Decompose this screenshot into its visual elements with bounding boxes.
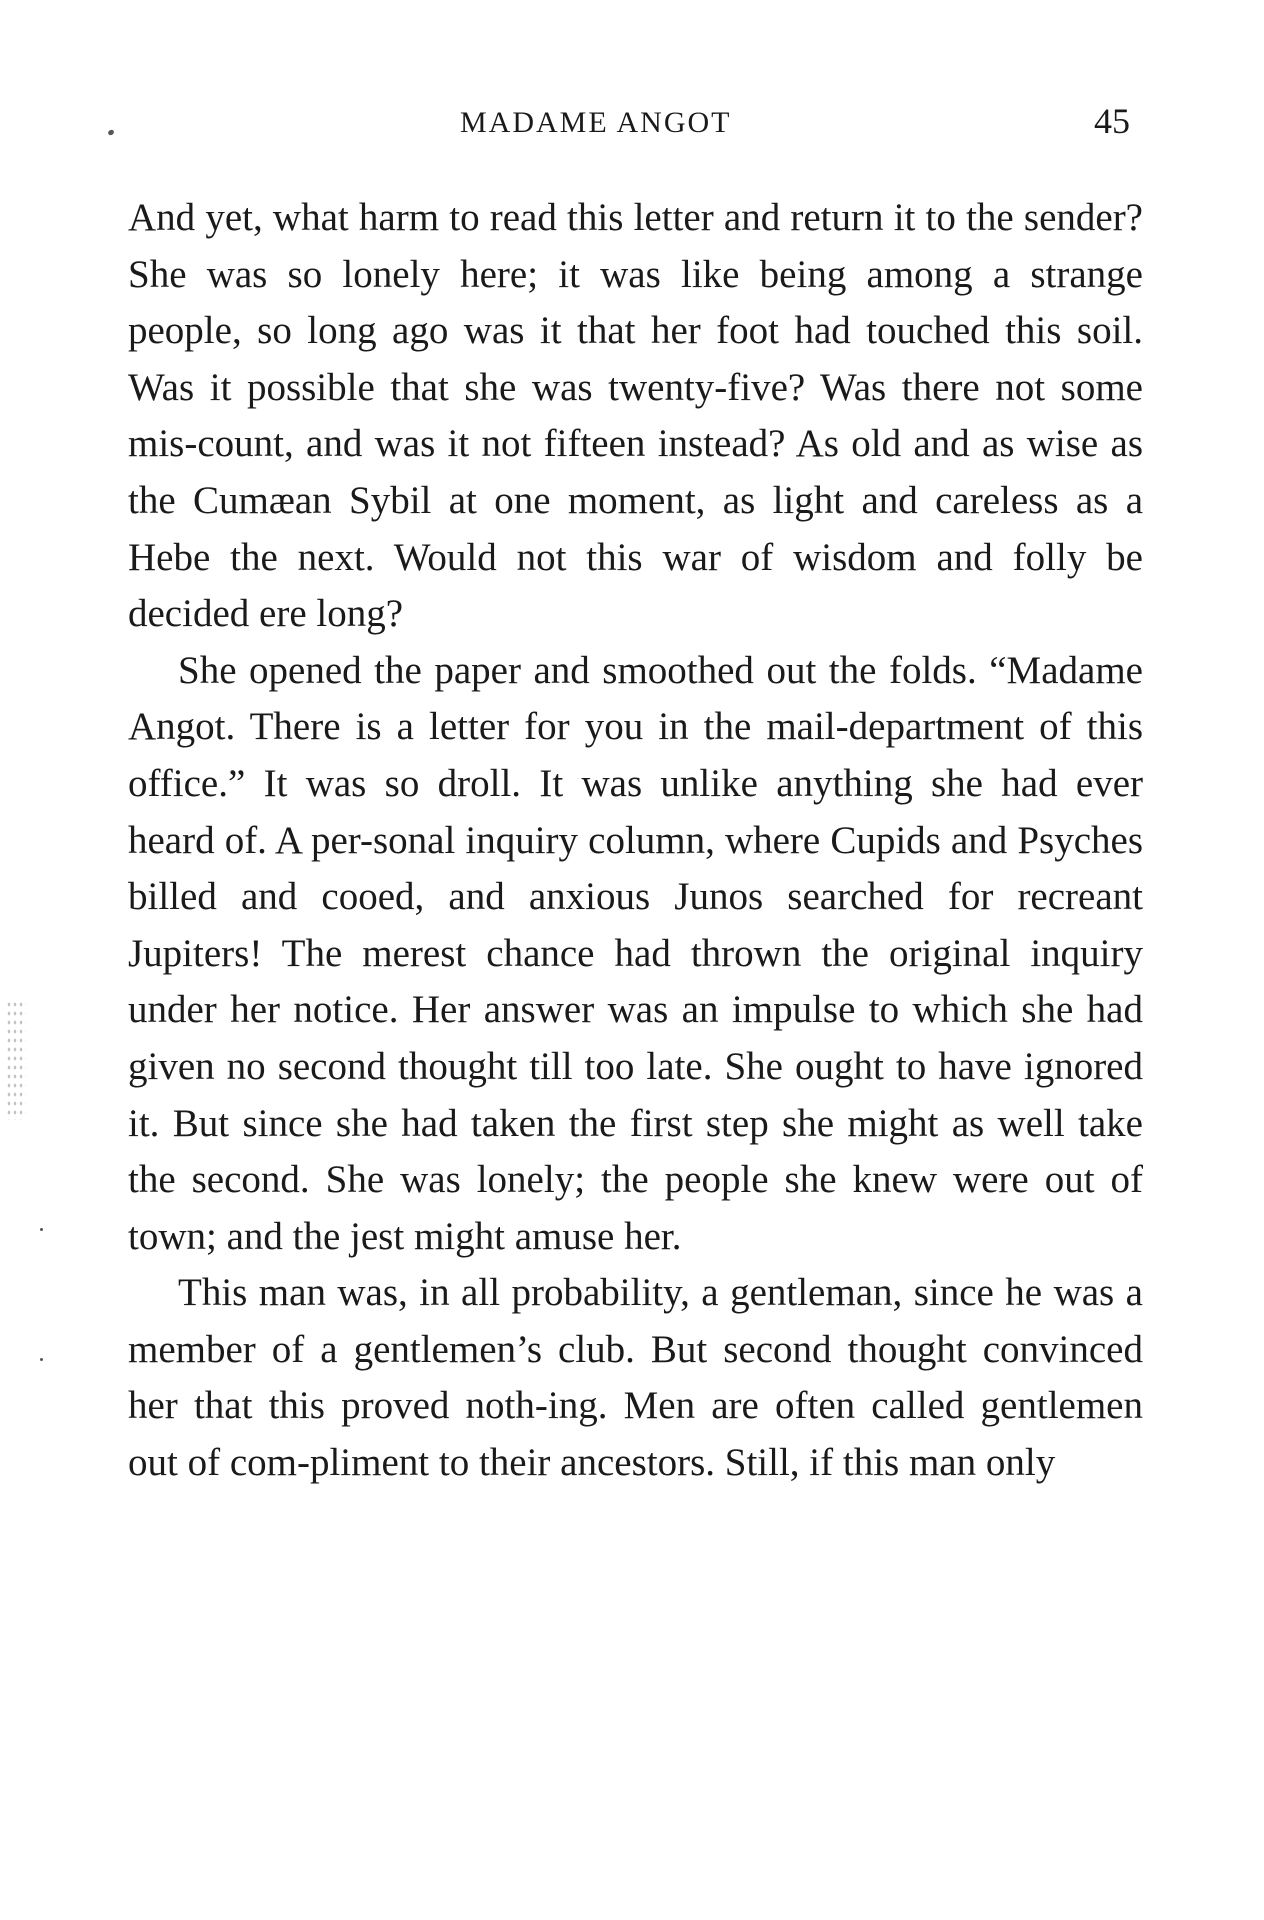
ink-dot [40,1228,43,1231]
running-head [130,100,1130,150]
paragraph-3: This man was, in all probability, a gentleman, since he was a member of a gentlemen’s club. But second thought convinced her that this proved noth-ing. Men are often called gentlemen out of com-pliment to their ancestors. Still, if this man only [128,1271,1143,1485]
paragraph-1: And yet, what harm to read this letter and return it to the sender? She was so lonely here; it was like being among a strange people, so long ago was it that her foot had touched this soil. Was it possible that she was twenty-five? Was there not some mis-count, and was it not fifteen instead? As old and as wise as the Cumæan Sybil at one moment, as light and careless as a Hebe the next. Would not this war of wisdom and folly be decided ere long? [128,196,1143,636]
ink-dot [40,1358,43,1361]
ink-mark [107,129,115,136]
page-number: 45 [1094,101,1130,141]
paragraph-2: She opened the paper and smoothed out the folds. “Madame Angot. There is a letter for you in the mail-department of this office.” It was so droll. It was unlike anything she had ever heard of. A per-sonal inquiry column, where Cupids and Psyches billed and cooed, and anxious Junos searched for recreant Jupiters! The merest chance had thrown the original inquiry under her notice. Her answer was an impulse to which she had given no second thought till too late. She ought to have ignored it. But since she had taken the first step she might as well take the second. She was lonely; the people she knew were out of town; and the jest might amuse her. [128,648,1143,1258]
bleed-through-speckle [6,1000,26,1120]
body-text [128,190,1143,1492]
running-title: MADAME ANGOT [460,106,732,139]
